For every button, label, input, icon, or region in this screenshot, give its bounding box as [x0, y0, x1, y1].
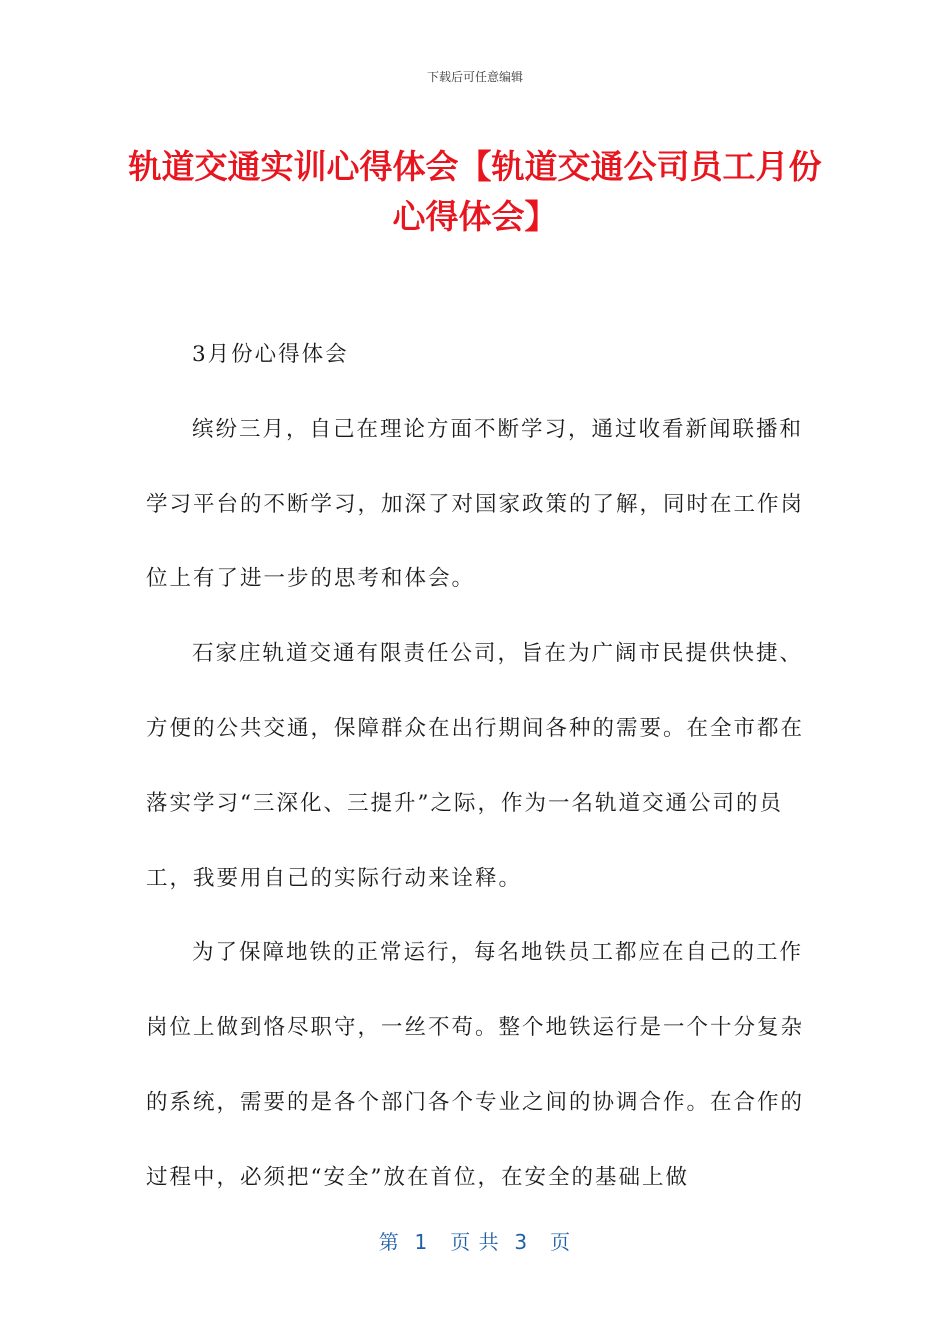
paragraph: 石家庄轨道交通有限责任公司，旨在为广阔市民提供快捷、方便的公共交通，保障群众在出行期间各种的需要。在全市都在落实学习“三深化、三提升”之际，作为一名轨道交通公司的员工，我要用自己的实际行动来诠释。: [146, 641, 805, 891]
page-number-footer: 第 1 页 共 3 页: [378, 1230, 572, 1254]
paragraph: 为了保障地铁的正常运行，每名地铁员工都应在自己的工作岗位上做到恪尽职守，一丝不苟。整个地铁运行是一个十分复杂的系统，需要的是各个部门各个专业之间的协调合作。在合作的过程中，必须把“安全”放在首位，在安全的基础上做: [146, 940, 805, 1190]
paragraph-heading: 3月份心得体会: [192, 342, 349, 367]
paragraph: 缤纷三月，自己在理论方面不断学习，通过收看新闻联播和学习平台的不断学习，加深了对国家政策的了解，同时在工作岗位上有了进一步的思考和体会。: [146, 416, 805, 592]
page-header-note: 下载后可任意编辑: [426, 70, 523, 84]
document-title: 轨道交通实训心得体会【轨道交通公司员工月份心得体会】: [128, 147, 822, 236]
document-body: [146, 318, 816, 1216]
